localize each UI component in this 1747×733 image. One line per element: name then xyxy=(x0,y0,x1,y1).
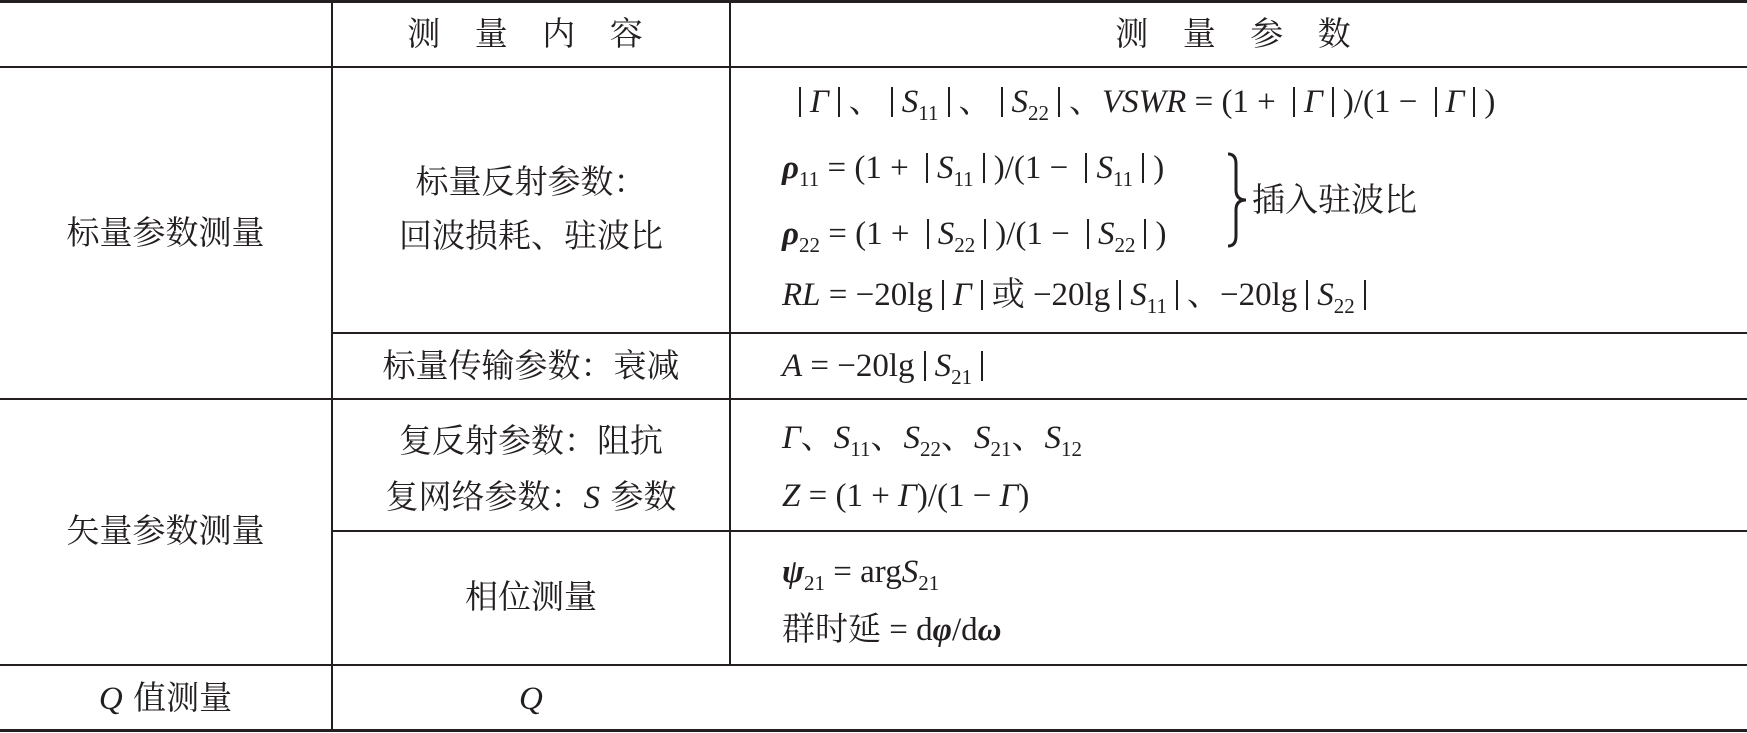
curly-brace-icon xyxy=(1226,152,1250,248)
param-phase-line: $\psi_{21}$ = argS$_{21}$ xyxy=(782,554,940,595)
param-q: Q xyxy=(519,681,543,717)
param-s-list-line: Γ、$S_{11}$、$S_{22}$、$S_{21}$、$S_{12}$ xyxy=(782,420,1083,461)
subrow-rule-vector xyxy=(331,530,1747,532)
content-scalar-reflection-line1: 标量反射参数： xyxy=(415,162,647,201)
header-measure-params: 测 量 参 数 xyxy=(1115,14,1363,53)
param-rl-line: RL = −20lg Γ 或 −20lg $S_{11}$ 、−20lg $S_{22}$ xyxy=(782,275,1375,326)
category-vector: 矢量参数测量 xyxy=(66,511,265,550)
table-bottom-rule xyxy=(0,729,1747,732)
param-rho22-line: $\rho_{22} = (1 + S_{22}$ )$/(1 - S_{22}$ ) xyxy=(782,216,1167,257)
content-vector-complex: 复反射参数：阻抗 复网络参数：S 参数 xyxy=(385,421,677,516)
header-cell-params xyxy=(731,14,1747,54)
table-top-rule xyxy=(0,0,1747,3)
brace-label: 插入驻波比 xyxy=(1252,180,1417,219)
subrow-rule-scalar xyxy=(331,332,1747,334)
category-scalar xyxy=(0,213,331,253)
header-rule xyxy=(0,66,1747,68)
content-scalar-transmission: 标量传输参数：衰减 xyxy=(382,346,680,385)
category-scalar-label: 标量参数测量 xyxy=(66,213,265,252)
col-divider-2 xyxy=(729,0,731,666)
content-phase: 相位测量 xyxy=(465,577,597,616)
content-scalar-reflection-line2: 回波损耗、驻波比 xyxy=(399,216,663,255)
row-rule-scalar-vector xyxy=(0,398,1747,400)
param-impedance-line: Z = (1 + Γ)/(1 − Γ) xyxy=(782,478,1030,514)
category-q: Q 值测量 xyxy=(98,678,233,717)
row-rule-vector-q xyxy=(0,664,1747,666)
param-group-delay-line: 群时延 = dφ/dω xyxy=(782,612,1002,648)
param-attenuation-line: A = −20lg $S_{21}$ xyxy=(782,346,992,397)
param-vswr-line: Γ 、 $S_{11}$ 、 $S_{22}$ 、VSWR = (1 + Γ )/(1 − Γ ) xyxy=(790,82,1495,133)
header-cell-content xyxy=(333,14,729,54)
content-scalar-reflection xyxy=(333,155,729,263)
header-measure-content: 测 量 内 容 xyxy=(407,14,655,53)
param-rho11-line: $\rho_{11} = (1 + S_{11}$ )$/(1 - S_{11}$ ) xyxy=(782,150,1165,191)
